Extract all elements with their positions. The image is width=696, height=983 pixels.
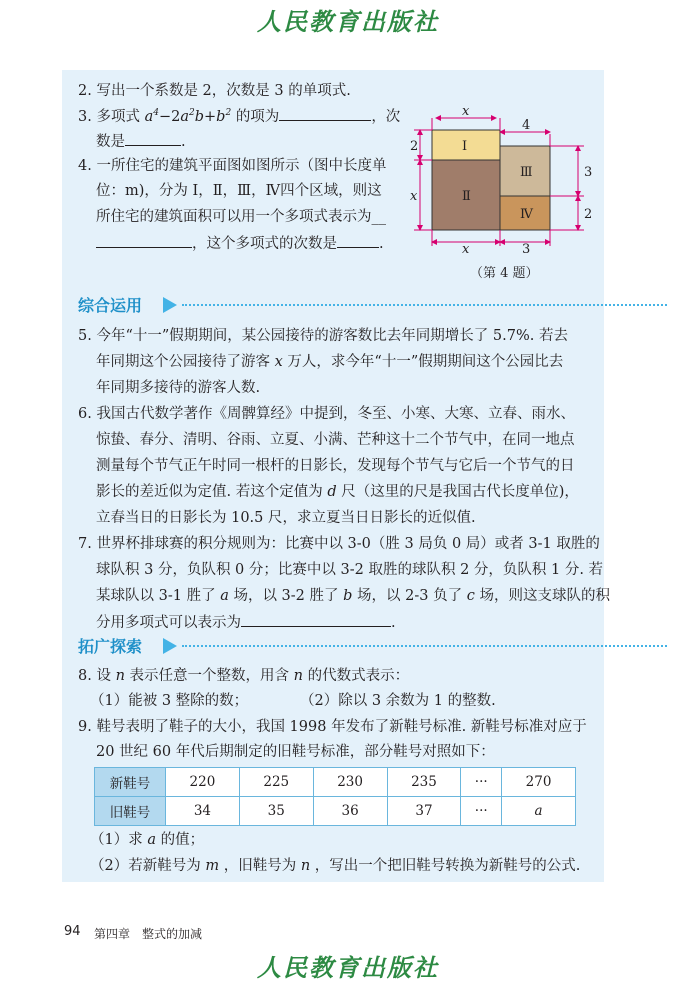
question-number: 3. (78, 109, 92, 125)
question-text: 写出一个系数是 2，次数是 3 的单项式. (96, 83, 351, 99)
question-8 (78, 666, 409, 686)
region-3-label: Ⅲ (520, 165, 533, 180)
floor-plan-figure (410, 106, 600, 256)
variable: x (274, 354, 283, 370)
question-6-line-5: 立春当日的日影长为 10.5 尺，求立夏当日日影长的近似值. (96, 510, 476, 526)
question-number: 6. (78, 406, 92, 422)
question-text: 尺（这里的尺是我国古代长度单位)， (341, 484, 579, 500)
table-cell: 35 (239, 797, 313, 826)
region-2-label: Ⅱ (462, 189, 471, 204)
question-number: 4. (78, 158, 92, 174)
question-5 (78, 326, 568, 346)
question-text: 场，以 2-3 负了 (357, 588, 463, 604)
table-cell: a (502, 797, 576, 826)
question-7-line-2: 球队积 3 分，负队积 0 分；比赛中以 3-2 取胜的球队积 2 分，负队积 1 分. 若 (96, 562, 604, 578)
question-number: 2. (78, 83, 92, 99)
publisher-logo-top: 人民教育出版社 (257, 7, 439, 36)
table-cell: 36 (313, 797, 387, 826)
question-text: ，次 (371, 109, 401, 125)
table-cell: 220 (166, 768, 240, 797)
section-title: 拓广探索 (78, 637, 143, 656)
answer-blank[interactable] (125, 131, 181, 146)
dim-label-two-left: 2 (410, 139, 419, 154)
question-text: ，写出一个把旧鞋号转换为新鞋号的公式. (314, 858, 581, 874)
variable: a (147, 832, 156, 848)
question-text: 的代数式表示： (307, 668, 410, 684)
dim-label-four: 4 (522, 118, 531, 133)
dotted-divider (182, 645, 667, 647)
question-3 (78, 106, 400, 127)
question-text: 某球队以 3-1 胜了 (96, 588, 216, 604)
question-2 (78, 81, 351, 101)
question-number: 8. (78, 668, 92, 684)
table-cell: 230 (313, 768, 387, 797)
question-text: 的项为 (235, 109, 280, 125)
dim-label-two-right: 2 (584, 207, 593, 222)
table-cell: ··· (461, 768, 502, 797)
question-text: 年同期这个公园接待了游客 (96, 354, 270, 370)
table-cell: 225 (239, 768, 313, 797)
question-9-line-2: 20 世纪 60 年代后期制定的旧鞋号标准，部分鞋号对照如下： (96, 744, 495, 760)
row-header: 新鞋号 (95, 768, 166, 797)
question-text: 影长的差近似为定值. 若这个定值为 (96, 484, 323, 500)
variable: n (300, 858, 311, 874)
dim-label-three-bottom: 3 (522, 242, 531, 256)
question-6-line-2: 惊蛰、春分、清明、谷雨、立夏、小满、芒种这十二个节气中，在同一地点 (96, 432, 575, 448)
question-6 (78, 404, 575, 424)
question-text: 分用多项式可以表示为 (96, 615, 241, 631)
question-9-part-2 (90, 856, 580, 876)
variable: m (205, 858, 220, 874)
question-9-part-1 (90, 830, 204, 850)
answer-blank[interactable] (241, 612, 391, 627)
chapter-title: 第四章 整式的加减 (94, 927, 203, 941)
question-5-line-2 (96, 352, 563, 372)
row-header: 旧鞋号 (95, 797, 166, 826)
question-text: . (391, 615, 396, 631)
question-6-line-4 (96, 482, 579, 502)
table-cell: 235 (387, 768, 461, 797)
answer-blank[interactable] (279, 106, 371, 121)
answer-blank[interactable] (337, 233, 379, 248)
figure-caption: （第 4 题） (470, 266, 539, 281)
question-text: 表示任意一个整数，用含 (129, 668, 290, 684)
question-text: 鞋号表明了鞋子的大小，我国 1998 年发布了新鞋号标准. 新鞋号标准对应于 (96, 719, 587, 735)
question-text: 我国古代数学著作《周髀算经》中提到，冬至、小寒、大寒、立春、雨水、 (96, 406, 575, 422)
triangle-icon (163, 638, 177, 654)
answer-blank[interactable] (96, 233, 192, 248)
question-7 (78, 534, 600, 554)
question-text: 的值； (160, 832, 205, 848)
question-text: （2）若新鞋号为 (90, 858, 201, 874)
question-number: 7. (78, 536, 92, 552)
section-title: 综合运用 (78, 296, 143, 315)
table-cell: 270 (502, 768, 576, 797)
question-7-line-4 (96, 612, 396, 633)
dim-label-x-left: x (410, 189, 418, 204)
dotted-divider (182, 304, 667, 306)
question-text: ，这个多项式的次数是 (192, 236, 337, 252)
triangle-icon (163, 297, 177, 313)
variable: b (343, 588, 353, 604)
question-text: . (379, 236, 384, 252)
question-text: 万人，求今年“十一”假期期间这个公园比去 (287, 354, 564, 370)
question-8-part-1: （1）能被 3 整除的数； (90, 693, 249, 709)
region-4-label: Ⅳ (520, 207, 533, 222)
question-4-line-3: 所住宅的建筑面积可以用一个多项式表示为__ (96, 209, 386, 225)
question-7-line-3 (96, 586, 610, 606)
question-text: 今年“十一”假期期间，某公园接待的游客数比去年同期增长了 5.7%. 若去 (96, 328, 568, 344)
question-text: 世界杯排球赛的积分规则为：比赛中以 3-0（胜 3 局负 0 局）或者 3-1 取胜的 (96, 536, 600, 552)
question-text: 场，则这支球队的积 (479, 588, 610, 604)
variable: d (327, 484, 337, 500)
question-text: 多项式 (96, 109, 140, 125)
table-row (95, 797, 576, 826)
question-8-part-2: （2）除以 3 余数为 1 的整数. (300, 693, 496, 709)
variable: a (220, 588, 229, 604)
question-text: 一所住宅的建筑平面图如图所示（图中长度单 (96, 158, 387, 174)
question-3-line-2 (96, 131, 186, 152)
question-4 (78, 156, 386, 176)
variable: n (293, 668, 303, 684)
question-9 (78, 717, 587, 737)
variable: c (466, 588, 475, 604)
question-text: . (181, 134, 186, 150)
question-4-line-4 (96, 233, 384, 254)
table-cell: 37 (387, 797, 461, 826)
page-number: 94 (64, 924, 81, 939)
question-text: ，旧鞋号为 (223, 858, 297, 874)
shoe-size-table (94, 767, 576, 826)
question-4-line-2: 位：m)，分为 Ⅰ，Ⅱ，Ⅲ，Ⅳ四个区域，则这 (96, 183, 382, 199)
publisher-logo-bottom: 人民教育出版社 (257, 953, 439, 982)
question-text: 场，以 3-2 胜了 (233, 588, 339, 604)
dim-label-x-bottom: x (462, 242, 470, 256)
question-6-line-3: 测量每个节气正午时同一根杆的日影长，发现每个节气与它后一个节气的日 (96, 458, 575, 474)
table-cell: ··· (461, 797, 502, 826)
question-number: 5. (78, 328, 92, 344)
question-number: 9. (78, 719, 92, 735)
variable: n (115, 668, 125, 684)
question-text: 数是 (96, 134, 125, 150)
dim-label-x-top: x (462, 106, 470, 119)
table-cell: 34 (166, 797, 240, 826)
question-5-line-3: 年同期多接待的游客人数. (96, 380, 261, 396)
polynomial-expression: $a^4-2a^2b+b^2$ (144, 108, 232, 125)
question-text: 设 (96, 668, 111, 684)
table-row (95, 768, 576, 797)
dim-label-three-right: 3 (584, 165, 593, 180)
question-text: （1）求 (90, 832, 143, 848)
region-1-label: Ⅰ (462, 139, 468, 154)
